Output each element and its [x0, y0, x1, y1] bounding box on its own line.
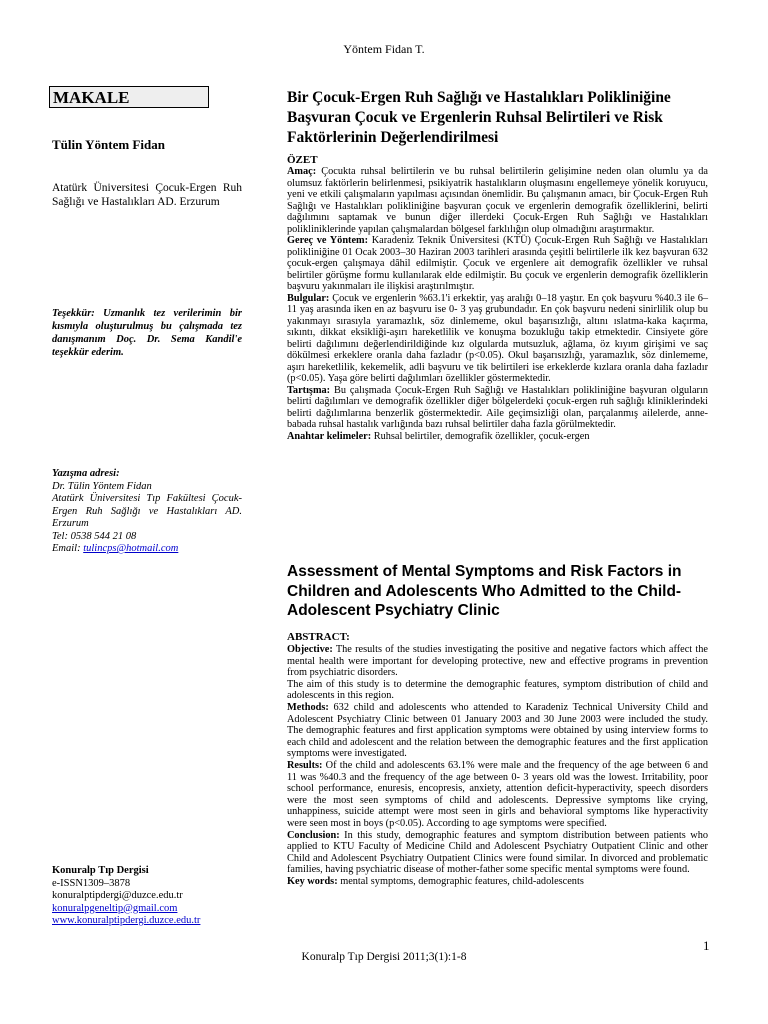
tartisma-label: Tartışma:	[287, 384, 331, 396]
turkish-title: Bir Çocuk-Ergen Ruh Sağlığı ve Hastalıkları Polikliniğine Başvuran Çocuk ve Ergenlerin Ruhsal Belirtileri ve Risk Faktörlerinin Değerlendirilmesi	[287, 89, 671, 146]
ozet-heading: ÖZET	[287, 154, 318, 166]
acknowledgement: Teşekkür: Uzmanlık tez verilerimin bir kısmıyla oluşturulmuş bu çalışmada tez danışmanım Doç. Dr. Sema Kandil'e teşekkür ederim.	[52, 308, 242, 358]
english-abstract	[287, 644, 708, 887]
anahtar-label: Anahtar kelimeler:	[287, 430, 372, 442]
correspondence-address: Atatürk Üniversitesi Tıp Fakültesi Çocuk-Ergen Ruh Sağlığı ve Hastalıkları AD. Erzurum	[52, 493, 242, 529]
turkish-abstract	[287, 166, 708, 442]
bulgular-label: Bulgular:	[287, 292, 330, 304]
conclusion-text: In this study, demographic features and symptom distribution between patients who applied to KTU Faculty of Medicine Child and Adolescent Psychiatry Outpatient Clinic and other Child and Adolescent Psychiatry Outpatient Clinics were found similar. In divorced and problematic families, having psychiatric disease of mother-father some specific mental symptoms were found.	[287, 829, 709, 876]
objective-label: Objective:	[287, 644, 333, 655]
correspondence-tel: Tel: 0538 544 21 08	[52, 530, 137, 542]
correspondence-email-label: Email:	[52, 543, 81, 554]
page-footer: Konuralp Tıp Dergisi 2011;3(1):1-8	[301, 951, 467, 963]
methods-text: 632 child and adolescents who attended to Karadeniz Technical University Child and Adolescent Psychiatry Clinic between 01 January 2003 and 30 June 2003 were included the study. The demographic features and first application symptoms were obtained by using interview forms to each child and adolescent and the relation between the demographic features and the first application symptoms were investigated.	[287, 701, 709, 760]
keywords-label: Key words:	[287, 875, 338, 887]
aim-text: The aim of this study is to determine the demographic features, symptom distribution of child and adolescents in this region.	[287, 678, 708, 702]
objective-text: The results of the studies investigating the positive and negative factors which affect the mental health were important for developing protective, new and effective programs in prevention from psychiatric disorders.	[287, 644, 708, 679]
english-title: Assessment of Mental Symptoms and Risk Factors in Children and Adolescents Who Admitted to the Child-Adolescent Psychiatry Clinic	[287, 563, 682, 619]
gerec-label: Gereç ve Yöntem:	[287, 235, 369, 246]
results-label: Results:	[287, 759, 323, 771]
correspondence-name: Dr. Tülin Yöntem Fidan	[52, 480, 152, 492]
journal-name: Konuralp Tıp Dergisi	[52, 865, 149, 876]
tartisma-text: Bu çalışmada Çocuk-Ergen Ruh Sağlığı ve Hastalıkları polikliniğine başvuran olguların belirti dağılımları ve demografik özellikler diğer bölgelerdeki çocuk-ergen ruh sağlığı kliniklerindeki belirti dağılımlarına benzerlik göstermektedir. Aile geçimsizliği olan, parçalanmış ailelerde, anne-babada ruhsal hastalık varlığında bazı ruhsal belirtiler daha fazla görülmektedir.	[287, 384, 708, 430]
journal-website-link[interactable]: www.konuralptipdergi.duzce.edu.tr	[52, 915, 201, 926]
bulgular-text: Çocuk ve ergenlerin %63.1'i erkektir, yaş aralığı 0–18 yaştır. En çok başvuru %40.3 ile 6–11 yaş arasında iken en az başvuru ise 0- 3 yaş grubundadır. En çok başvuru nedeni sinirlilik olup bu yakınmayı sırasıyla yaramazlık, söz dinlememe, okul başarısızlığı, altını ıslatma-kaka kaçırma, sıkıntı, dikkat eksikliği-aşırı hareketlilik ve konuşma bozukluğu takip etmektedir. Cinsiyete göre belirti dağılımını değerlendirildiğinde kız olgularda mutsuzluk, ağlama, öz kıyım girişimi ve saç dökülmesi erkeklere oranla daha fazladır (p<0.05). Okul başarısızlığı, yaramazlık, söz dinlememe, aşırı hareketlilik, kekemelik, adli başvuru ve tik belirtileri ise erkeklerde kızlara oranla daha fazladır (p<0.05). Yaşa göre belirti dağılımları özellikler göstermektedir.	[287, 292, 709, 384]
results-text: Of the child and adolescents 63.1% were male and the frequency of the age between 6 and 11 was %40.3 and the frequency of the age between 0- 3 years old was the lowest. Irritability, poor school performance, enuresis, encopresis, anxiety, attention deficit-hyperactivity, speech disorders were the most seen symptoms of child and adolescents. Depressive symptoms like crying, unhappiness, suicide attempt were most seen in girls and behavioral symptoms like hyperactivity were seen most in boys (p<0.05). According to age symptoms were specified.	[287, 759, 708, 829]
author-name: Tülin Yöntem Fidan	[52, 137, 165, 152]
journal-email: konuralptipdergi@duzce.edu.tr	[52, 890, 183, 901]
amac-label: Amaç:	[287, 166, 317, 177]
page-number: 1	[703, 938, 710, 953]
correspondence-title: Yazışma adresi:	[52, 468, 120, 479]
running-header: Yöntem Fidan T.	[343, 42, 425, 56]
abstract-heading: ABSTRACT:	[287, 631, 350, 643]
correspondence-block	[52, 468, 242, 556]
journal-email-link[interactable]: konuralpgeneltip@gmail.com	[52, 902, 178, 914]
journal-issn: e-ISSN1309–3878	[52, 877, 131, 889]
journal-info	[52, 865, 242, 928]
conclusion-label: Conclusion:	[287, 829, 340, 841]
correspondence-email-link[interactable]: tulincps@hotmail.com	[83, 543, 179, 554]
amac-text: Çocukta ruhsal belirtilerin ve bu ruhsal belirtilerin gelişimine neden olan olumlu ya da olumsuz faktörlerin belirlenmesi, psikiyatrik hastalıkların oluşmasını engellemeye yönelik koruyucu, yeni ve etkili çalışmaların yapılması açısından önemlidir. Bu çalışmanın amacı, bir Çocuk-Ergen Ruh Sağlığı ve Hastalıkları polikliniğine başvuran çocuk ve ergenlerin demografik özelliklerini, belirti dağılımını saptamak ve bunun diğer illerdeki Çocuk-Ergen Ruh Sağlığı ve Hastalıkları polikliniklerinde yapılan çalışmalardan bölgesel farklılığın olup olmadığını araştırmaktır.	[287, 166, 708, 235]
article-type-label: MAKALE	[49, 86, 209, 108]
methods-label: Methods:	[287, 701, 329, 713]
gerec-text: Karadeniz Teknik Üniversitesi (KTÜ) Çocuk-Ergen Ruh Sağlığı ve Hastalıkları polikliniğine 01 Ocak 2003–30 Haziran 2003 tarihleri arasında çeşitli belirtilerle ilk kez başvuran 632 çocuk-ergen çalışmaya dâhil edilmiştir. Çocuk ve ergenlere ait demografik özellikler ve ruhsal belirtiler görüşme formu kullanılarak elde edilmiştir. Bu çocuk ve ergenlerin demografik özelliklerin başvuru yakınmaları ile ilişkisi araştırılmıştır.	[287, 235, 709, 292]
anahtar-text: Ruhsal belirtiler, demografik özellikler, çocuk-ergen	[373, 430, 590, 442]
author-affiliation: Atatürk Üniversitesi Çocuk-Ergen Ruh Sağlığı ve Hastalıkları AD. Erzurum	[52, 182, 242, 208]
keywords-text: mental symptoms, demographic features, child-adolescents	[340, 875, 584, 887]
